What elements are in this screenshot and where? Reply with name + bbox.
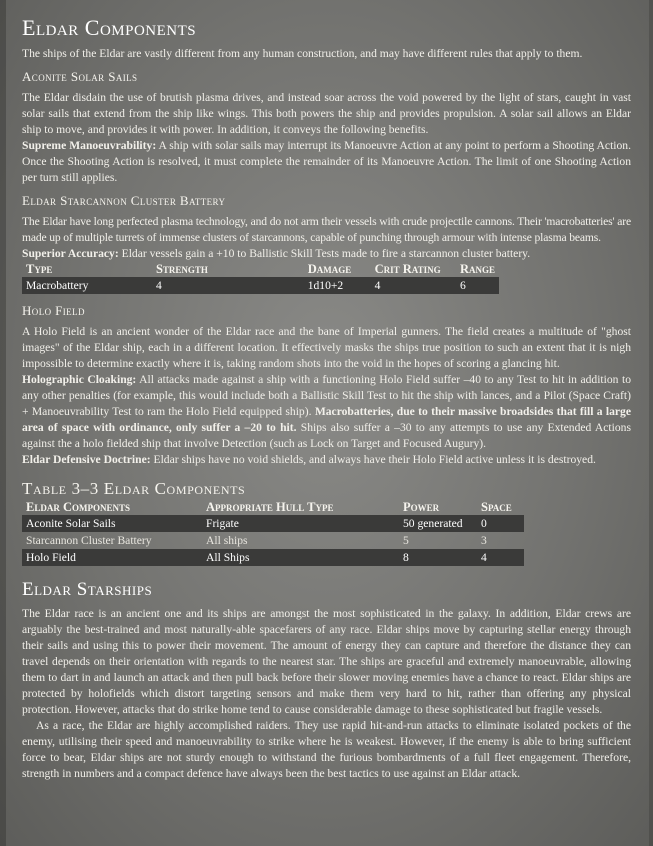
comp-space-cell: 0 [477,515,524,532]
holo-cloaking-tail: Ships also suffer a –30 to any attempts to use any Extended Actions against the a holo fielded ship that involve Detection (such as Lock on Target and Focused Augury). [22,421,631,450]
weapon-crit-cell: 4 [371,277,456,294]
holo-heading: Holo Field [22,303,85,318]
comp-name-cell: Aconite Solar Sails [22,515,202,532]
weapon-type-cell: Macrobattery [22,277,152,294]
comp-col-space: Space [481,500,512,514]
comp-power-cell: 8 [399,549,477,566]
weapon-stats-table [22,262,499,294]
weapon-strength-cell: 4 [152,277,304,294]
comp-hull-cell: All Ships [202,549,399,566]
weapon-range-cell: 6 [456,277,499,294]
page-title: Eldar Components [22,15,197,40]
starcannon-rule-label: Superior Accuracy: [22,247,119,260]
comp-space-cell: 3 [481,533,487,547]
weapon-damage-cell: 1d10+2 [304,277,371,294]
weapon-col-crit: Crit Rating [374,262,441,276]
starships-paragraph-2: As a race, the Eldar are highly accomplished raiders. They use rapid hit-and-run attacks to eliminate isolated pockets of the enemy, utilising their speed and manoeuvrability to strike where he is weakest. However, if the enemy is able to bring sufficient force to bear, Eldar ships are not sturdy enough to withstand the furious bombardments of a full fleet engagement. Therefore, strength in numbers and a compact defence have always been the best tactics to use against an Eldar attack. [22,719,631,780]
starcannon-body: The Eldar have long perfected plasma technology, and do not arm their vessels with crude projectile cannons. Their 'macrobatteries' are made up of multiple turrets of immense clusters of starcannons, capable of punching through armour with intense plasma beams. [22,215,631,244]
aconite-body: The Eldar disdain the use of brutish plasma drives, and instead soar across the void powered by the light of stars, caught in vast solar sails that extend from the ship like wings. This both powers the ship and provides propulsion. A solar sail allows an Eldar ship to move, and provides it with power. In addition, it conveys the following benefits. [22,91,631,136]
holo-cloaking-rule [22,372,631,452]
components-table-header-row [22,500,524,515]
starcannon-rule [22,246,631,262]
weapon-col-range: Range [459,262,495,276]
holo-cloaking-text: All attacks made against a ship with a functioning Holo Field suffer –40 to any Test to hit in addition to any other penalties (for example, this would include both a Ballistic Skill Test to hit the ship with lances, and a Pilot (Space Craft) + Manoeuvrability Test to ram the Holo Field equipped ship). [22,373,631,418]
table-3-3-title: Table 3–3 Eldar Components [22,479,246,498]
aconite-heading: Aconite Solar Sails [22,69,138,84]
aconite-rule [22,138,631,186]
starships-heading: Eldar Starships [22,579,153,600]
components-table [22,500,524,566]
comp-col-name: Eldar Components [26,500,130,514]
starships-paragraph-1: The Eldar race is an ancient one and its ships are amongst the most sophisticated in the galaxy. In addition, Eldar crews are arguably the best-trained and most naturally-able spacefarers of any race. Eldar ships move by capturing stellar energy through their sails and using this to power their movement. The amount of energy they can capture and therefore the distance they can travel depends on their orientation with regards to the nearest star. The ships are graceful and extremely manoeuvrable, allowing them to dart in and launch an attack and then pull back before their slower moving enemies have a chance to react. Eldar ships are protected by holofields which distort targeting sensors and make them very hard to hit, rather than offering any physical protection. However, attacks that do strike home tend to cause considerable damage to these sophisticated but fragile vessels. [22,607,631,716]
comp-col-power: Power [403,500,440,514]
table-row [22,277,499,294]
intro-paragraph: The ships of the Eldar are vastly different from any human construction, and may have different rules that apply to them. [22,47,583,60]
aconite-rule-text: A ship with solar sails may interrupt its Manoeuvre Action at any point to perform a Shooting Action. Once the Shooting Action is resolved, it must complete the remainder of its Manoeuvre Action. The limit of one Shooting Action per turn still applies. [22,139,632,184]
comp-power-cell: 50 generated [399,515,477,532]
starcannon-heading: Eldar Starcannon Cluster Battery [22,193,226,208]
comp-col-hull: Appropriate Hull Type [206,500,334,514]
weapon-col-type: Type [26,262,53,276]
starcannon-rule-text: Eldar vessels gain a +10 to Ballistic Skill Tests made to fire a starcannon cluster battery. [118,247,531,260]
holo-cloaking-label: Holographic Cloaking: [22,373,137,386]
comp-hull-cell: Frigate [202,515,399,532]
weapon-col-strength: Strength [155,262,208,276]
table-row [22,532,524,549]
holo-doctrine-label: Eldar Defensive Doctrine: [22,453,151,466]
weapon-table-header-row [22,262,499,277]
comp-space-cell: 4 [477,549,524,566]
weapon-col-damage: Damage [307,262,352,276]
holo-doctrine-rule [22,452,631,468]
holo-body: A Holo Field is an ancient wonder of the Eldar race and the bane of Imperial gunners. The field creates a multitude of "ghost images" of the Eldar ship, each in a different location. It effectively masks the ships true position to such an extent that it is nigh impossible to determine exactly where it is, taking random shots into the void in the hopes of scoring a glancing hit. [22,325,631,370]
comp-name-cell: Holo Field [22,549,202,566]
comp-name-cell: Starcannon Cluster Battery [26,533,152,547]
comp-hull-cell: All ships [206,533,248,547]
holo-doctrine-text: Eldar ships have no void shields, and always have their Holo Field active unless it is destroyed. [150,453,596,466]
holo-cloaking-bold: Macrobatteries, due to their massive broadsides that fill a large area of space with ordinance, only suffer a –20 to hit. [22,405,631,434]
table-row [22,549,524,566]
table-row [22,515,524,532]
comp-power-cell: 5 [403,533,409,547]
aconite-rule-label: Supreme Manoeuvrability: [22,139,157,152]
